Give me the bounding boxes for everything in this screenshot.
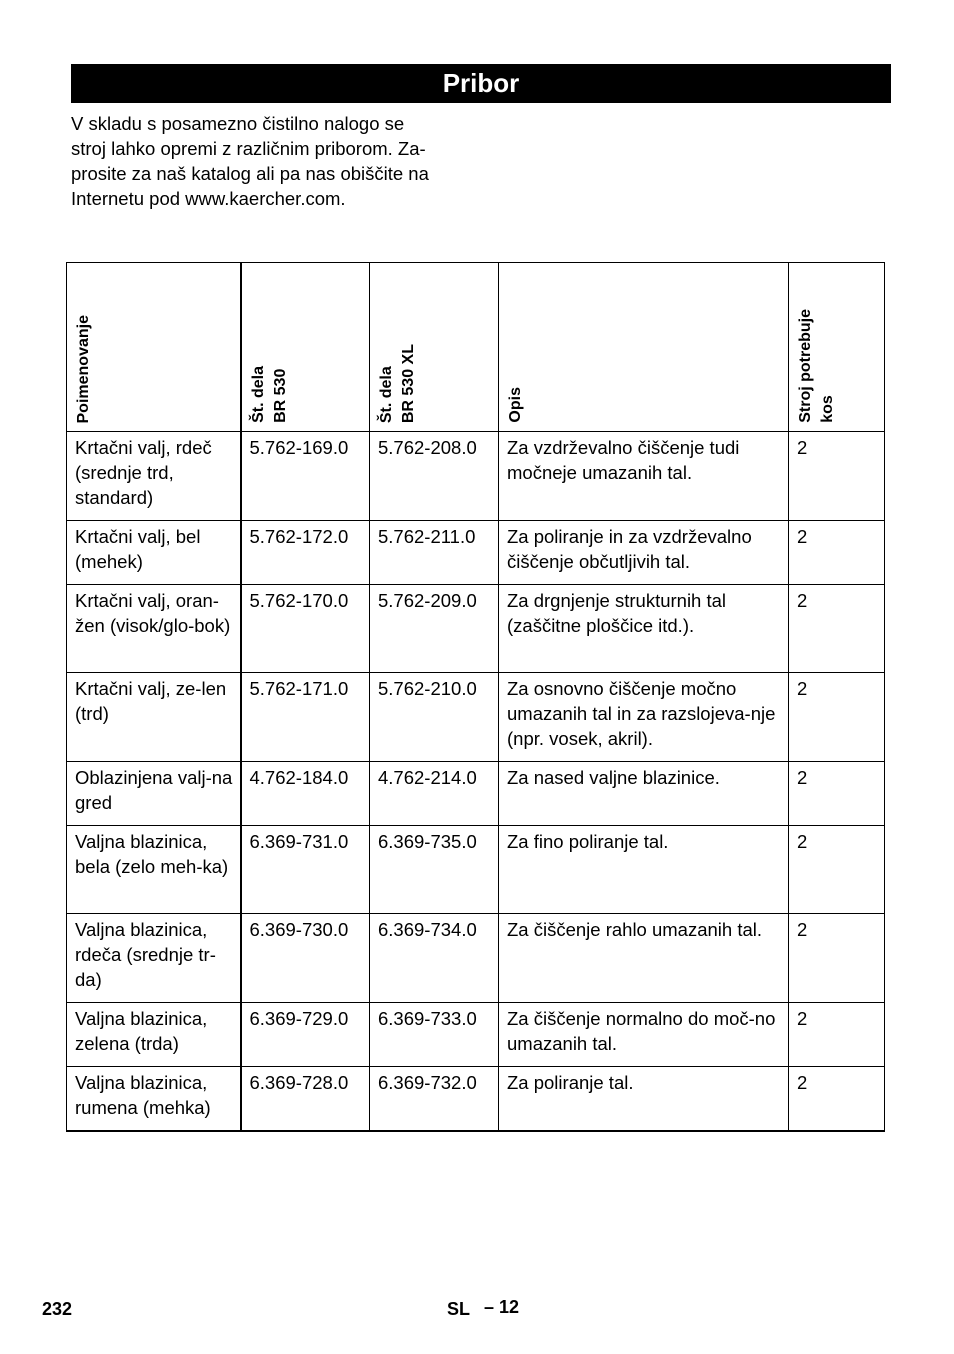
cell-quantity: 2 <box>789 585 885 673</box>
cell-quantity: 2 <box>789 914 885 1003</box>
table-row <box>67 521 885 585</box>
header-part-br530xl: Št. dela BR 530 XL <box>370 263 499 432</box>
cell-description: Za poliranje tal. <box>499 1067 789 1132</box>
cell-description: Za osnovno čiščenje močno umazanih tal in za razslojeva-nje (npr. vosek, akril). <box>499 673 789 762</box>
cell-quantity: 2 <box>789 1067 885 1132</box>
cell-description: Za drgnjenje strukturnih tal (zaščitne ploščice itd.). <box>499 585 789 673</box>
table-row <box>67 762 885 826</box>
cell-description: Za fino poliranje tal. <box>499 826 789 914</box>
header-designation: Poimenovanje <box>67 263 241 432</box>
cell-part-br530: 6.369-729.0 <box>241 1003 370 1067</box>
header-part-br530: Št. dela BR 530 <box>241 263 370 432</box>
cell-designation: Valjna blazinica, rumena (mehka) <box>67 1067 241 1132</box>
cell-quantity: 2 <box>789 521 885 585</box>
cell-designation: Valjna blazinica, zelena (trda) <box>67 1003 241 1067</box>
cell-designation: Krtačni valj, rdeč (srednje trd, standard) <box>67 432 241 521</box>
cell-designation: Krtačni valj, ze-len (trd) <box>67 673 241 762</box>
cell-part-br530: 5.762-171.0 <box>241 673 370 762</box>
cell-part-br530xl: 5.762-209.0 <box>370 585 499 673</box>
table-row <box>67 1003 885 1067</box>
section-page-number: – 12 <box>484 1297 520 1317</box>
cell-designation: Oblazinjena valj-na gred <box>67 762 241 826</box>
cell-description: Za čiščenje rahlo umazanih tal. <box>499 914 789 1003</box>
cell-designation: Krtačni valj, bel (mehek) <box>67 521 241 585</box>
table-row <box>67 826 885 914</box>
table-row <box>67 673 885 762</box>
cell-part-br530: 5.762-170.0 <box>241 585 370 673</box>
section-title-text: Pribor <box>442 68 520 98</box>
cell-part-br530xl: 4.762-214.0 <box>370 762 499 826</box>
cell-part-br530: 5.762-172.0 <box>241 521 370 585</box>
table-row <box>67 1067 885 1132</box>
table-row <box>67 585 885 673</box>
table-row <box>67 432 885 521</box>
section-title <box>71 64 891 103</box>
cell-designation: Valjna blazinica, rdeča (srednje tr-da) <box>67 914 241 1003</box>
cell-part-br530: 6.369-731.0 <box>241 826 370 914</box>
accessories-table <box>66 262 885 1132</box>
cell-part-br530xl: 6.369-734.0 <box>370 914 499 1003</box>
cell-quantity: 2 <box>789 673 885 762</box>
language-code: SL <box>447 1299 471 1319</box>
header-quantity: Stroj potrebuje kos <box>789 263 885 432</box>
table-row <box>67 914 885 1003</box>
cell-description: Za vzdrževalno čiščenje tudi močneje umazanih tal. <box>499 432 789 521</box>
cell-quantity: 2 <box>789 826 885 914</box>
intro-paragraph: V skladu s posamezno čistilno nalogo se stroj lahko opremi z različnim priborom. Za- prosite za naš katalog ali pa nas obiščite na Internetu pod www.kaercher.com. <box>71 113 429 209</box>
cell-part-br530xl: 6.369-733.0 <box>370 1003 499 1067</box>
cell-part-br530xl: 5.762-210.0 <box>370 673 499 762</box>
cell-description: Za nased valjne blazinice. <box>499 762 789 826</box>
header-description: Opis <box>499 263 789 432</box>
cell-part-br530xl: 5.762-211.0 <box>370 521 499 585</box>
cell-part-br530xl: 6.369-732.0 <box>370 1067 499 1132</box>
cell-quantity: 2 <box>789 432 885 521</box>
page-number: 232 <box>42 1299 73 1319</box>
cell-description: Za čiščenje normalno do moč-no umazanih tal. <box>499 1003 789 1067</box>
cell-part-br530xl: 5.762-208.0 <box>370 432 499 521</box>
cell-description: Za poliranje in za vzdrževalno čiščenje občutljivih tal. <box>499 521 789 585</box>
cell-part-br530: 6.369-730.0 <box>241 914 370 1003</box>
cell-designation: Valjna blazinica, bela (zelo meh-ka) <box>67 826 241 914</box>
table-header-row <box>67 263 885 432</box>
cell-designation: Krtačni valj, oran-žen (visok/glo-bok) <box>67 585 241 673</box>
cell-part-br530: 6.369-728.0 <box>241 1067 370 1132</box>
cell-quantity: 2 <box>789 1003 885 1067</box>
cell-part-br530: 4.762-184.0 <box>241 762 370 826</box>
cell-quantity: 2 <box>789 762 885 826</box>
cell-part-br530: 5.762-169.0 <box>241 432 370 521</box>
cell-part-br530xl: 6.369-735.0 <box>370 826 499 914</box>
